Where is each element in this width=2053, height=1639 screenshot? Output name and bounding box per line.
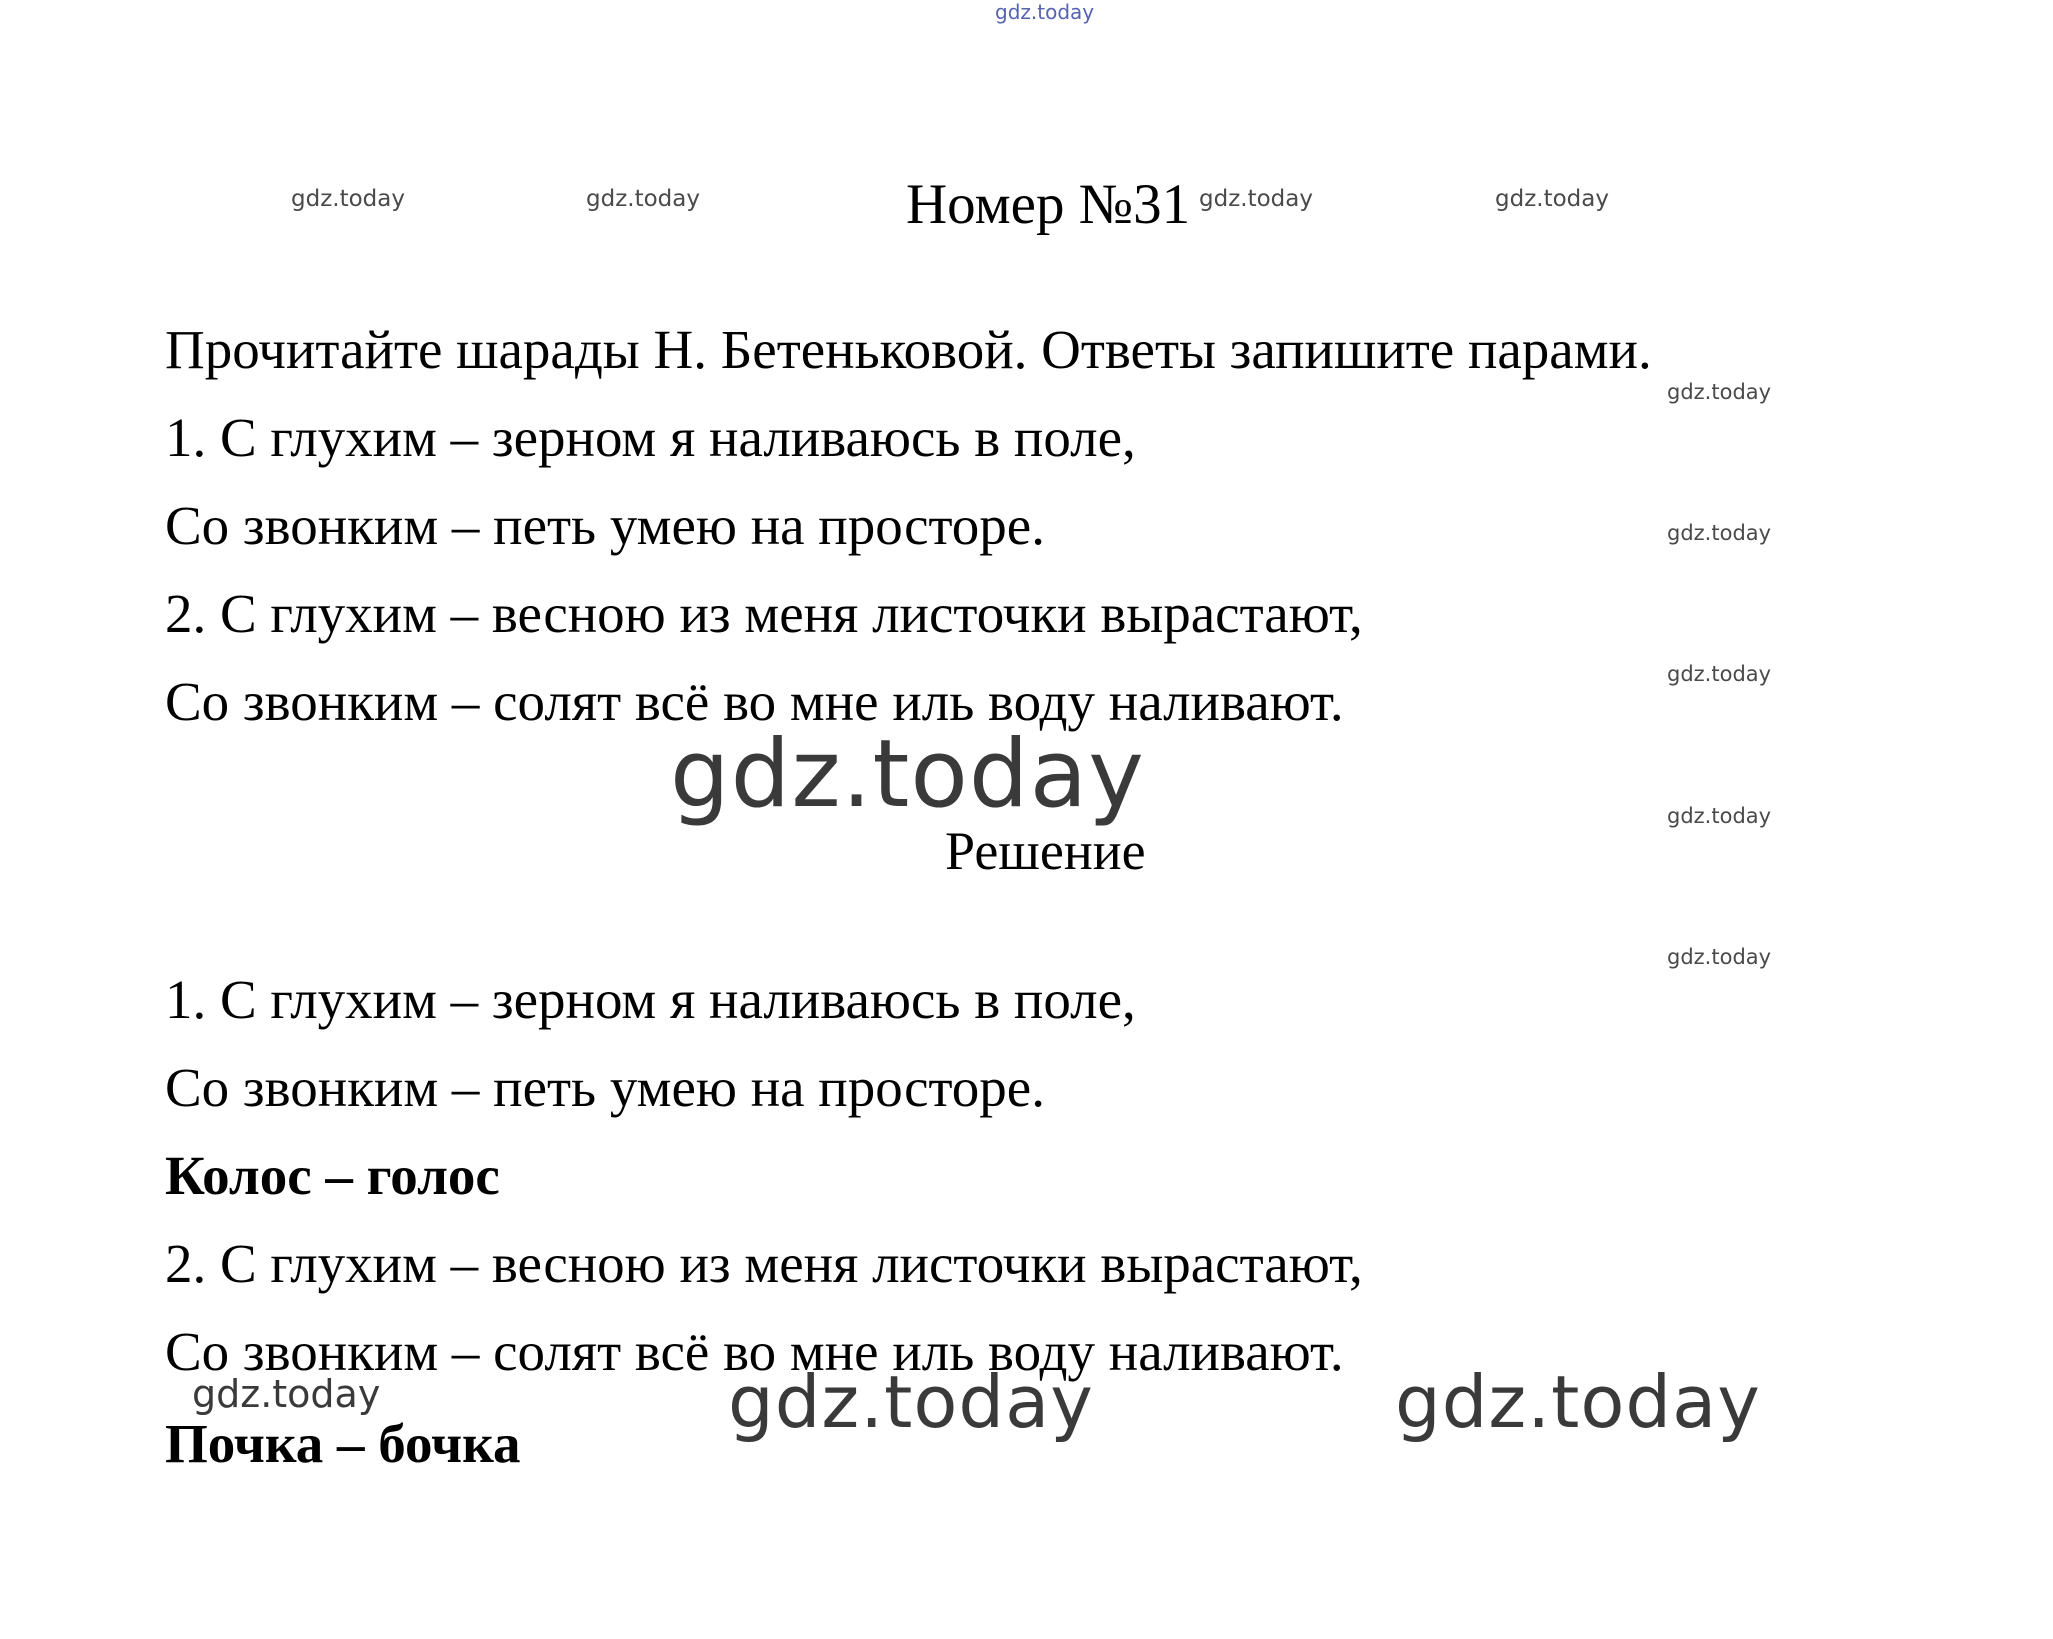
solution-line: 1. С глухим – зерном я наливаюсь в поле, bbox=[165, 969, 1136, 1030]
watermark: gdz.today bbox=[1667, 804, 1772, 828]
watermark: gdz.today bbox=[1495, 186, 1609, 212]
page-title: Номер №31 bbox=[906, 173, 1191, 236]
task-line: 1. С глухим – зерном я наливаюсь в поле, bbox=[165, 407, 1136, 468]
watermark: gdz.today bbox=[995, 0, 1095, 24]
watermark: gdz.today bbox=[1667, 662, 1772, 686]
watermark: gdz.today bbox=[1667, 945, 1772, 969]
watermark: gdz.today bbox=[1395, 1360, 1761, 1444]
answer-1: Колос – голос bbox=[165, 1145, 500, 1206]
watermark: gdz.today bbox=[192, 1372, 381, 1416]
solution-line: 2. С глухим – весною из меня листочки вырастают, bbox=[165, 1233, 1363, 1294]
watermark: gdz.today bbox=[728, 1360, 1094, 1444]
watermark: gdz.today bbox=[291, 186, 405, 212]
answer-2: Почка – бочка bbox=[165, 1413, 521, 1474]
solution-line: Со звонким – петь умею на просторе. bbox=[165, 1057, 1045, 1118]
watermark: gdz.today bbox=[1199, 186, 1313, 212]
task-instruction: Прочитайте шарады Н. Бетеньковой. Ответы запишите парами. bbox=[165, 319, 1652, 380]
solution-line: Со звонким – солят всё во мне иль воду наливают. bbox=[165, 1321, 1344, 1382]
task-line: 2. С глухим – весною из меня листочки вырастают, bbox=[165, 583, 1363, 644]
task-line: Со звонким – солят всё во мне иль воду наливают. bbox=[165, 671, 1344, 732]
watermark: gdz.today bbox=[1667, 380, 1772, 404]
task-line: Со звонким – петь умею на просторе. bbox=[165, 495, 1045, 556]
solution-heading: Решение bbox=[945, 821, 1146, 881]
watermark: gdz.today bbox=[1667, 521, 1772, 545]
watermark: gdz.today bbox=[670, 720, 1145, 829]
watermark: gdz.today bbox=[586, 186, 700, 212]
